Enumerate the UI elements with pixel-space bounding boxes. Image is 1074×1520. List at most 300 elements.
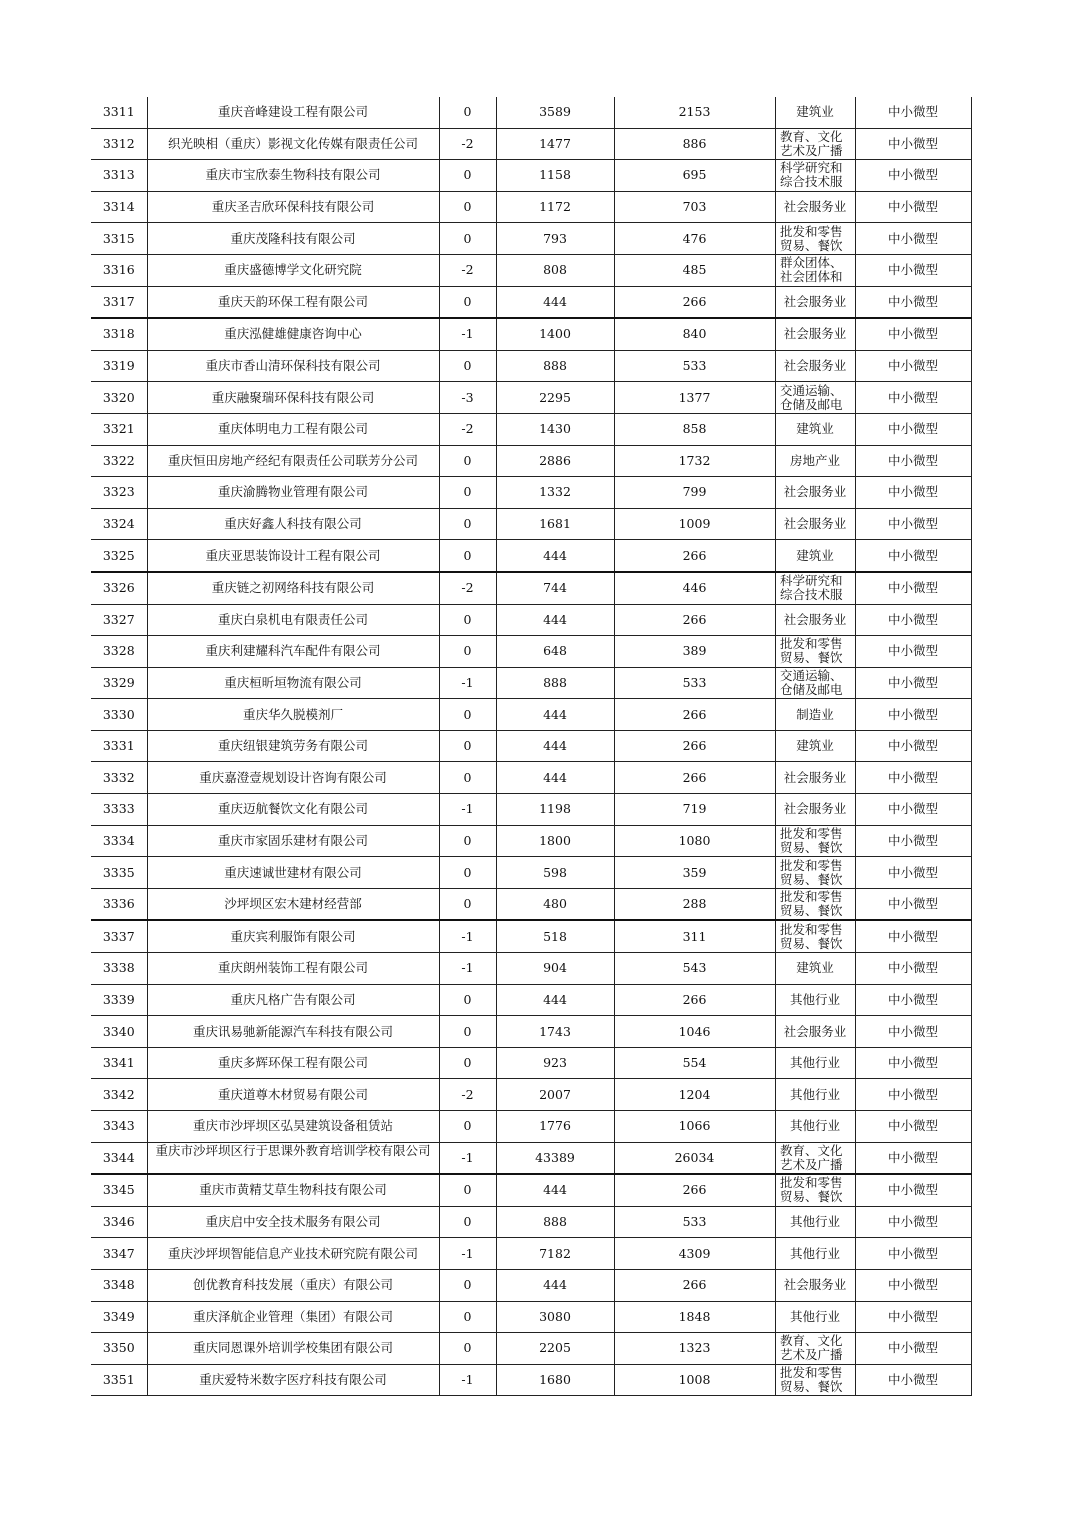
amount-b-cell: 26034: [614, 1142, 775, 1174]
table-row: [91, 1301, 971, 1333]
row-number-cell: 3347: [91, 1238, 147, 1270]
enterprise-size-cell: 中小微型: [855, 667, 971, 699]
table-row: [91, 984, 971, 1016]
company-name-cell: 重庆市宝欣泰生物科技有限公司: [147, 160, 439, 192]
amount-b-cell: 1009: [614, 508, 775, 540]
amount-a-cell: 1332: [496, 477, 614, 509]
amount-a-cell: 444: [496, 604, 614, 636]
table-body: [91, 97, 971, 1396]
company-name-cell: 重庆融聚瑞环保科技有限公司: [147, 382, 439, 414]
enterprise-size-cell: 中小微型: [855, 794, 971, 826]
industry-cell: 其他行业: [775, 1238, 855, 1270]
table-row: [91, 477, 971, 509]
company-name-cell: 重庆凡格广告有限公司: [147, 984, 439, 1016]
amount-b-cell: 533: [614, 1206, 775, 1238]
enterprise-size-cell: 中小微型: [855, 160, 971, 192]
table-row: [91, 604, 971, 636]
company-name-cell: 重庆亚思装饰设计工程有限公司: [147, 540, 439, 572]
change-value-cell: 0: [439, 1206, 496, 1238]
change-value-cell: -1: [439, 794, 496, 826]
enterprise-size-cell: 中小微型: [855, 604, 971, 636]
change-value-cell: 0: [439, 1269, 496, 1301]
row-number-cell: 3336: [91, 888, 147, 920]
amount-b-cell: 2153: [614, 97, 775, 128]
row-number-cell: 3350: [91, 1333, 147, 1365]
industry-cell: 社会服务业: [775, 318, 855, 350]
change-value-cell: -1: [439, 318, 496, 350]
industry: 交通运输、仓储及邮电: [780, 382, 843, 412]
industry-cell: [775, 888, 855, 920]
company-name-cell: 重庆音峰建设工程有限公司: [147, 97, 439, 128]
table-row: [91, 1174, 971, 1206]
row-number-cell: 3315: [91, 223, 147, 255]
company-name-cell: 重庆渝腾物业管理有限公司: [147, 477, 439, 509]
table-row: [91, 825, 971, 857]
change-value-cell: 0: [439, 1047, 496, 1079]
table-row: [91, 572, 971, 604]
enterprise-size-cell: 中小微型: [855, 318, 971, 350]
industry: 教育、文化艺术及广播: [780, 1333, 843, 1363]
industry-cell: 房地产业: [775, 445, 855, 477]
industry-cell: 制造业: [775, 699, 855, 731]
enterprise-size-cell: 中小微型: [855, 636, 971, 668]
row-number-cell: 3311: [91, 97, 147, 128]
amount-b-cell: 1848: [614, 1301, 775, 1333]
row-number-cell: 3344: [91, 1142, 147, 1174]
company-name-cell: 织光映相（重庆）影视文化传媒有限责任公司: [147, 128, 439, 160]
table-row: [91, 1206, 971, 1238]
company-name-cell: 重庆泽航企业管理（集团）有限公司: [147, 1301, 439, 1333]
table-row: [91, 254, 971, 286]
change-value-cell: 0: [439, 97, 496, 128]
row-number-cell: 3333: [91, 794, 147, 826]
change-value-cell: -2: [439, 128, 496, 160]
amount-b-cell: 799: [614, 477, 775, 509]
amount-b-cell: 1066: [614, 1111, 775, 1143]
company-name-cell: 重庆茂隆科技有限公司: [147, 223, 439, 255]
industry-cell: 社会服务业: [775, 1016, 855, 1048]
enterprise-size-cell: 中小微型: [855, 572, 971, 604]
industry-cell: 建筑业: [775, 540, 855, 572]
company-name-cell: 重庆市沙坪坝区弘昊建筑设备租赁站: [147, 1111, 439, 1143]
amount-b-cell: 1204: [614, 1079, 775, 1111]
industry: 科学研究和综合技术服: [780, 160, 843, 190]
industry: 批发和零售贸易、餐饮: [780, 857, 843, 887]
amount-a-cell: 444: [496, 984, 614, 1016]
amount-a-cell: 793: [496, 223, 614, 255]
amount-b-cell: 485: [614, 254, 775, 286]
industry-cell: 建筑业: [775, 413, 855, 445]
amount-a-cell: 444: [496, 762, 614, 794]
row-number-cell: 3335: [91, 857, 147, 889]
table-row: [91, 1111, 971, 1143]
amount-a-cell: 444: [496, 1269, 614, 1301]
row-number-cell: 3327: [91, 604, 147, 636]
row-number-cell: 3313: [91, 160, 147, 192]
table-row: [91, 888, 971, 920]
table-row: [91, 1238, 971, 1270]
enterprise-size-cell: 中小微型: [855, 825, 971, 857]
enterprise-size-cell: 中小微型: [855, 508, 971, 540]
change-value-cell: 0: [439, 857, 496, 889]
amount-a-cell: 923: [496, 1047, 614, 1079]
row-number-cell: 3334: [91, 825, 147, 857]
amount-a-cell: 598: [496, 857, 614, 889]
table-row: [91, 920, 971, 952]
change-value-cell: 0: [439, 1301, 496, 1333]
industry-cell: 社会服务业: [775, 604, 855, 636]
enterprise-size-cell: 中小微型: [855, 1016, 971, 1048]
enterprise-size-cell: 中小微型: [855, 920, 971, 952]
change-value-cell: -2: [439, 572, 496, 604]
amount-b-cell: 1080: [614, 825, 775, 857]
amount-b-cell: 695: [614, 160, 775, 192]
amount-a-cell: 888: [496, 667, 614, 699]
row-number-cell: 3325: [91, 540, 147, 572]
row-number-cell: 3320: [91, 382, 147, 414]
change-value-cell: -2: [439, 1079, 496, 1111]
table-row: [91, 636, 971, 668]
row-number-cell: 3322: [91, 445, 147, 477]
industry-cell: 建筑业: [775, 730, 855, 762]
industry-cell: 建筑业: [775, 953, 855, 985]
row-number-cell: 3318: [91, 318, 147, 350]
enterprise-size-cell: 中小微型: [855, 1079, 971, 1111]
industry: 教育、文化艺术及广播: [780, 128, 843, 158]
enterprise-size-cell: 中小微型: [855, 382, 971, 414]
amount-a-cell: 1680: [496, 1364, 614, 1396]
enterprise-size-cell: 中小微型: [855, 953, 971, 985]
amount-a-cell: 1776: [496, 1111, 614, 1143]
industry-cell: [775, 572, 855, 604]
table-row: [91, 1364, 971, 1396]
table-row: [91, 540, 971, 572]
amount-a-cell: 2886: [496, 445, 614, 477]
amount-b-cell: 533: [614, 667, 775, 699]
table-row: [91, 857, 971, 889]
enterprise-size-cell: 中小微型: [855, 888, 971, 920]
industry-cell: 社会服务业: [775, 508, 855, 540]
industry-cell: [775, 667, 855, 699]
row-number-cell: 3332: [91, 762, 147, 794]
enterprise-size-cell: 中小微型: [855, 191, 971, 223]
company-name-cell: 重庆沙坪坝智能信息产业技术研究院有限公司: [147, 1238, 439, 1270]
row-number-cell: 3343: [91, 1111, 147, 1143]
table-row: [91, 350, 971, 382]
row-number-cell: 3346: [91, 1206, 147, 1238]
amount-b-cell: 266: [614, 286, 775, 318]
amount-b-cell: 288: [614, 888, 775, 920]
company-name-cell: 重庆速诚世建材有限公司: [147, 857, 439, 889]
table-row: [91, 1079, 971, 1111]
company-name-cell: 重庆嘉澄壹规划设计咨询有限公司: [147, 762, 439, 794]
table-row: [91, 97, 971, 128]
amount-a-cell: 1400: [496, 318, 614, 350]
enterprise-size-cell: 中小微型: [855, 223, 971, 255]
amount-b-cell: 311: [614, 920, 775, 952]
enterprise-size-cell: 中小微型: [855, 254, 971, 286]
change-value-cell: 0: [439, 984, 496, 1016]
company-name-cell: 重庆多辉环保工程有限公司: [147, 1047, 439, 1079]
company-name-cell: 重庆启中安全技术服务有限公司: [147, 1206, 439, 1238]
table-row: [91, 191, 971, 223]
change-value-cell: 0: [439, 350, 496, 382]
industry-cell: 其他行业: [775, 1111, 855, 1143]
industry-cell: [775, 254, 855, 286]
row-number-cell: 3337: [91, 920, 147, 952]
change-value-cell: -1: [439, 953, 496, 985]
amount-b-cell: 1732: [614, 445, 775, 477]
company-name-cell: 创优教育科技发展（重庆）有限公司: [147, 1269, 439, 1301]
row-number-cell: 3328: [91, 636, 147, 668]
table-row: [91, 223, 971, 255]
row-number-cell: 3342: [91, 1079, 147, 1111]
table-row: [91, 286, 971, 318]
table-row: [91, 1047, 971, 1079]
company-name-cell: 重庆泓健雄健康咨询中心: [147, 318, 439, 350]
company-name-cell: 沙坪坝区宏木建材经营部: [147, 888, 439, 920]
change-value-cell: -1: [439, 1238, 496, 1270]
row-number-cell: 3339: [91, 984, 147, 1016]
table-row: [91, 699, 971, 731]
row-number-cell: 3345: [91, 1174, 147, 1206]
change-value-cell: -1: [439, 1142, 496, 1174]
amount-b-cell: 719: [614, 794, 775, 826]
company-name-cell: 重庆市黄精艾草生物科技有限公司: [147, 1174, 439, 1206]
change-value-cell: 0: [439, 540, 496, 572]
enterprise-size-cell: 中小微型: [855, 1269, 971, 1301]
amount-a-cell: 480: [496, 888, 614, 920]
enterprise-size-cell: 中小微型: [855, 1333, 971, 1365]
enterprise-size-cell: 中小微型: [855, 1206, 971, 1238]
amount-b-cell: 266: [614, 984, 775, 1016]
change-value-cell: 0: [439, 604, 496, 636]
table-row: [91, 1142, 971, 1174]
row-number-cell: 3330: [91, 699, 147, 731]
amount-b-cell: 266: [614, 699, 775, 731]
table-row: [91, 667, 971, 699]
enterprise-size-cell: 中小微型: [855, 762, 971, 794]
amount-b-cell: 266: [614, 1269, 775, 1301]
table-row: [91, 794, 971, 826]
industry-cell: 社会服务业: [775, 286, 855, 318]
amount-b-cell: 543: [614, 953, 775, 985]
enterprise-size-cell: 中小微型: [855, 1301, 971, 1333]
industry-cell: 其他行业: [775, 1079, 855, 1111]
row-number-cell: 3323: [91, 477, 147, 509]
amount-b-cell: 359: [614, 857, 775, 889]
industry-cell: [775, 160, 855, 192]
amount-b-cell: 1377: [614, 382, 775, 414]
table-row: [91, 762, 971, 794]
industry-cell: 社会服务业: [775, 1269, 855, 1301]
enterprise-size-cell: 中小微型: [855, 1174, 971, 1206]
industry: 科学研究和综合技术服: [780, 573, 843, 603]
amount-a-cell: 744: [496, 572, 614, 604]
enterprise-size-cell: 中小微型: [855, 1238, 971, 1270]
amount-a-cell: 1430: [496, 413, 614, 445]
row-number-cell: 3349: [91, 1301, 147, 1333]
industry-cell: 其他行业: [775, 1047, 855, 1079]
row-number-cell: 3329: [91, 667, 147, 699]
amount-a-cell: 3589: [496, 97, 614, 128]
table-row: [91, 413, 971, 445]
company-name-cell: 重庆宾利服饰有限公司: [147, 920, 439, 952]
change-value-cell: 0: [439, 286, 496, 318]
amount-b-cell: 703: [614, 191, 775, 223]
amount-a-cell: 3080: [496, 1301, 614, 1333]
row-number-cell: 3321: [91, 413, 147, 445]
amount-b-cell: 266: [614, 604, 775, 636]
enterprise-size-cell: 中小微型: [855, 1142, 971, 1174]
industry: 教育、文化艺术及广播: [780, 1142, 843, 1172]
enterprise-size-cell: 中小微型: [855, 699, 971, 731]
table-row: [91, 730, 971, 762]
amount-a-cell: 1477: [496, 128, 614, 160]
change-value-cell: -2: [439, 413, 496, 445]
company-name-cell: 重庆市家固乐建材有限公司: [147, 825, 439, 857]
change-value-cell: 0: [439, 825, 496, 857]
table-row: [91, 953, 971, 985]
company-name-cell: 重庆爱特米数字医疗科技有限公司: [147, 1364, 439, 1396]
company-name-cell: 重庆恒田房地产经纪有限责任公司联芳分公司: [147, 445, 439, 477]
row-number-cell: 3312: [91, 128, 147, 160]
company-name-cell: 重庆圣吉欣环保科技有限公司: [147, 191, 439, 223]
amount-a-cell: 444: [496, 1174, 614, 1206]
industry: 批发和零售贸易、餐饮: [780, 889, 843, 919]
company-name-cell: 重庆华久脱模剂厂: [147, 699, 439, 731]
row-number-cell: 3351: [91, 1364, 147, 1396]
company-name-cell: 重庆道尊木材贸易有限公司: [147, 1079, 439, 1111]
change-value-cell: 0: [439, 1174, 496, 1206]
amount-b-cell: 476: [614, 223, 775, 255]
amount-a-cell: 648: [496, 636, 614, 668]
industry-cell: [775, 1174, 855, 1206]
row-number-cell: 3331: [91, 730, 147, 762]
amount-a-cell: 444: [496, 540, 614, 572]
amount-a-cell: 1172: [496, 191, 614, 223]
amount-b-cell: 266: [614, 540, 775, 572]
company-name-cell: 重庆桓昕垣物流有限公司: [147, 667, 439, 699]
enterprise-size-cell: 中小微型: [855, 1047, 971, 1079]
amount-b-cell: 1323: [614, 1333, 775, 1365]
table-row: [91, 128, 971, 160]
industry-cell: 社会服务业: [775, 762, 855, 794]
enterprise-size-cell: 中小微型: [855, 445, 971, 477]
amount-a-cell: 43389: [496, 1142, 614, 1174]
company-name-cell: 重庆迈航餐饮文化有限公司: [147, 794, 439, 826]
change-value-cell: 0: [439, 508, 496, 540]
company-name-cell: 重庆朗州装饰工程有限公司: [147, 953, 439, 985]
company-table: [91, 97, 972, 1396]
industry-cell: [775, 1142, 855, 1174]
change-value-cell: -3: [439, 382, 496, 414]
change-value-cell: 0: [439, 730, 496, 762]
change-value-cell: -1: [439, 667, 496, 699]
company-name: 重庆市沙坪坝区行于思课外教育培训学校有限公司: [155, 1142, 431, 1158]
amount-a-cell: 1198: [496, 794, 614, 826]
company-name-cell: 重庆盛德博学文化研究院: [147, 254, 439, 286]
amount-b-cell: 266: [614, 762, 775, 794]
enterprise-size-cell: 中小微型: [855, 97, 971, 128]
enterprise-size-cell: 中小微型: [855, 477, 971, 509]
table-row: [91, 508, 971, 540]
amount-b-cell: 1046: [614, 1016, 775, 1048]
industry-cell: 其他行业: [775, 1301, 855, 1333]
industry-cell: [775, 1364, 855, 1396]
change-value-cell: 0: [439, 636, 496, 668]
amount-a-cell: 2007: [496, 1079, 614, 1111]
industry-cell: 社会服务业: [775, 477, 855, 509]
company-name-cell: 重庆白泉机电有限责任公司: [147, 604, 439, 636]
company-name-cell: 重庆利建耀科汽车配件有限公司: [147, 636, 439, 668]
enterprise-size-cell: 中小微型: [855, 1364, 971, 1396]
amount-a-cell: 444: [496, 730, 614, 762]
amount-b-cell: 1008: [614, 1364, 775, 1396]
amount-b-cell: 840: [614, 318, 775, 350]
change-value-cell: 0: [439, 223, 496, 255]
amount-b-cell: 533: [614, 350, 775, 382]
change-value-cell: -1: [439, 920, 496, 952]
enterprise-size-cell: 中小微型: [855, 413, 971, 445]
industry-cell: [775, 825, 855, 857]
amount-b-cell: 4309: [614, 1238, 775, 1270]
enterprise-size-cell: 中小微型: [855, 730, 971, 762]
table-row: [91, 1269, 971, 1301]
row-number-cell: 3340: [91, 1016, 147, 1048]
company-name-cell: 重庆同恩课外培训学校集团有限公司: [147, 1333, 439, 1365]
row-number-cell: 3348: [91, 1269, 147, 1301]
enterprise-size-cell: 中小微型: [855, 1111, 971, 1143]
industry-cell: 社会服务业: [775, 350, 855, 382]
change-value-cell: 0: [439, 477, 496, 509]
industry: 批发和零售贸易、餐饮: [780, 636, 843, 666]
enterprise-size-cell: 中小微型: [855, 540, 971, 572]
company-name-cell: 重庆链之初网络科技有限公司: [147, 572, 439, 604]
amount-b-cell: 389: [614, 636, 775, 668]
table-row: [91, 318, 971, 350]
company-name-cell: 重庆纽银建筑劳务有限公司: [147, 730, 439, 762]
change-value-cell: 0: [439, 762, 496, 794]
amount-a-cell: 518: [496, 920, 614, 952]
industry-cell: 社会服务业: [775, 191, 855, 223]
change-value-cell: -1: [439, 1364, 496, 1396]
table-row: [91, 445, 971, 477]
enterprise-size-cell: 中小微型: [855, 984, 971, 1016]
row-number-cell: 3338: [91, 953, 147, 985]
row-number-cell: 3324: [91, 508, 147, 540]
amount-a-cell: 2295: [496, 382, 614, 414]
amount-a-cell: 888: [496, 1206, 614, 1238]
row-number-cell: 3317: [91, 286, 147, 318]
amount-a-cell: 1158: [496, 160, 614, 192]
row-number-cell: 3316: [91, 254, 147, 286]
industry: 批发和零售贸易、餐饮: [780, 1365, 843, 1395]
change-value-cell: 0: [439, 699, 496, 731]
company-name-cell: 重庆体明电力工程有限公司: [147, 413, 439, 445]
amount-b-cell: 446: [614, 572, 775, 604]
amount-b-cell: 266: [614, 730, 775, 762]
company-name-cell: 重庆好鑫人科技有限公司: [147, 508, 439, 540]
industry-cell: [775, 1333, 855, 1365]
change-value-cell: 0: [439, 191, 496, 223]
change-value-cell: 0: [439, 1111, 496, 1143]
company-name-cell: 重庆讯易驰新能源汽车科技有限公司: [147, 1016, 439, 1048]
amount-a-cell: 444: [496, 699, 614, 731]
company-name-cell: 重庆天韵环保工程有限公司: [147, 286, 439, 318]
industry: 批发和零售贸易、餐饮: [780, 223, 843, 253]
change-value-cell: 0: [439, 1333, 496, 1365]
